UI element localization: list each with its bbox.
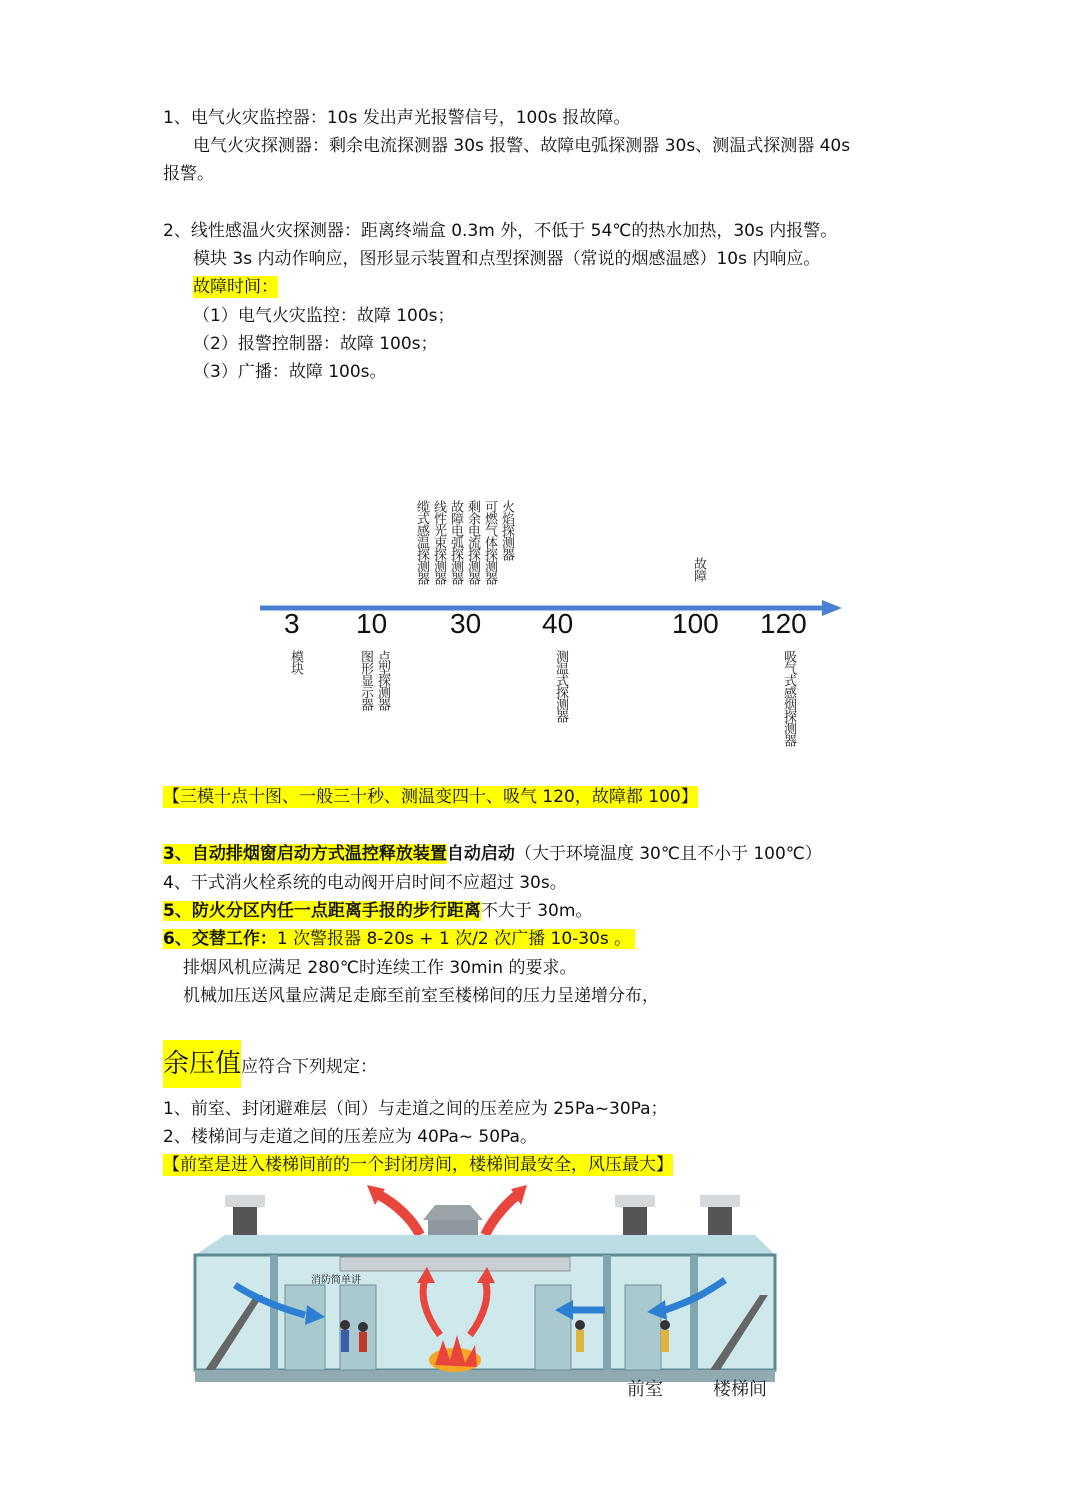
tick-100: 100 [672,608,719,639]
residual-item1: 1、前室、封闭避难层（间）与走道之间的压差应为 25Pa~30Pa； [163,1099,668,1119]
section5 [163,900,592,922]
section6-bold: 6、交替工作： [163,929,277,949]
residual-heading [163,1040,377,1089]
label-combustible-gas: 可燃气体探测器 [482,500,497,584]
watermark-sign: 消防简单讲 [311,1275,361,1286]
section1-line2: 电气火灾探测器：剩余电流探测器 30s 报警、故障电弧探测器 30s、测温式探测器 40s [193,136,851,156]
tick-30: 30 [450,608,482,639]
section5-rest: 不大于 30m。 [480,901,593,921]
tick-40: 40 [542,608,574,639]
label-linear-beam: 线性光束探测器 [431,500,446,584]
fault-time-title: 故障时间： [193,277,278,297]
label-point-detector: 点型探测器 [375,650,390,710]
fault-item: （3）广播：故障 100s。 [193,362,387,382]
mnemonic: 【三模十点十图、一般三十秒、测温变四十、吸气 120，故障都 100】 [163,787,698,807]
fan-line: 排烟风机应满足 280℃时连续工作 30min 的要求。 [183,958,577,978]
label-cable-temp: 缆式感温探测器 [414,500,429,584]
label-suction-detector: 吸气式感烟探测器 [781,650,796,746]
section5-bold: 5、防火分区内任一点距离手报的步行距离 [163,901,481,921]
section3-bold: 3、自动排烟窗启动方式温控释放装置 [163,844,447,864]
residual-note: 【前室是进入楼梯间前的一个封闭房间，楼梯间最安全，风压最大】 [163,1155,673,1175]
building-drawing [185,1175,785,1405]
section4: 4、干式消火栓系统的电动阀开启时间不应超过 30s。 [163,873,567,893]
residual-big: 余压值 [163,1040,241,1088]
section3-bold2: 自动启动 [446,844,515,864]
section2-line1: 2、线性感温火灾探测器：距离终端盒 0.3m 外，不低于 54℃的热水加热，30s 内报警。 [163,221,838,241]
response-time-timeline [0,490,1080,770]
section1-line3: 报警。 [163,164,214,184]
section2-line2: 模块 3s 内动作响应，图形显示装置和点型探测器（常说的烟感温感）10s 内响应。 [193,249,821,269]
pressurization-illustration [185,1175,785,1405]
label-module: 模块 [288,650,303,674]
label-graphic-display: 图形显示器 [358,650,373,710]
label-front-room: 前室 [627,1379,663,1400]
residual-item2: 2、楼梯间与走道之间的压差应为 40Pa~ 50Pa。 [163,1127,537,1147]
label-flame: 火焰探测器 [499,500,514,560]
timeline-arrow [0,590,1080,630]
fault-item: （2）报警控制器：故障 100s； [193,334,438,354]
fault-item: （1）电气火灾监控：故障 100s； [193,306,455,326]
label-arc-fault: 故障电弧探测器 [448,500,463,584]
label-fault: 故障 [691,557,706,581]
tick-120: 120 [760,608,807,639]
section6 [163,928,635,950]
residual-rest: 应符合下列规定： [241,1057,378,1077]
label-staircase: 楼梯间 [713,1379,767,1400]
label-temp-detector: 测温式探测器 [553,650,568,722]
section3-rest: （大于环境温度 30℃且不小于 100℃） [514,844,822,864]
label-residual-current: 剩余电流探测器 [465,500,480,584]
section3 [163,843,822,865]
section1-line1: 1、电气火灾监控器：10s 发出声光报警信号，100s 报故障。 [163,108,631,128]
pressure-line: 机械加压送风量应满足走廊至前室至楼梯间的压力呈递增分布， [183,986,659,1006]
section6-rest: 1 次警报器 8-20s + 1 次/2 次广播 10-30s 。 [276,929,632,949]
tick-3: 3 [284,608,300,639]
tick-10: 10 [356,608,388,639]
